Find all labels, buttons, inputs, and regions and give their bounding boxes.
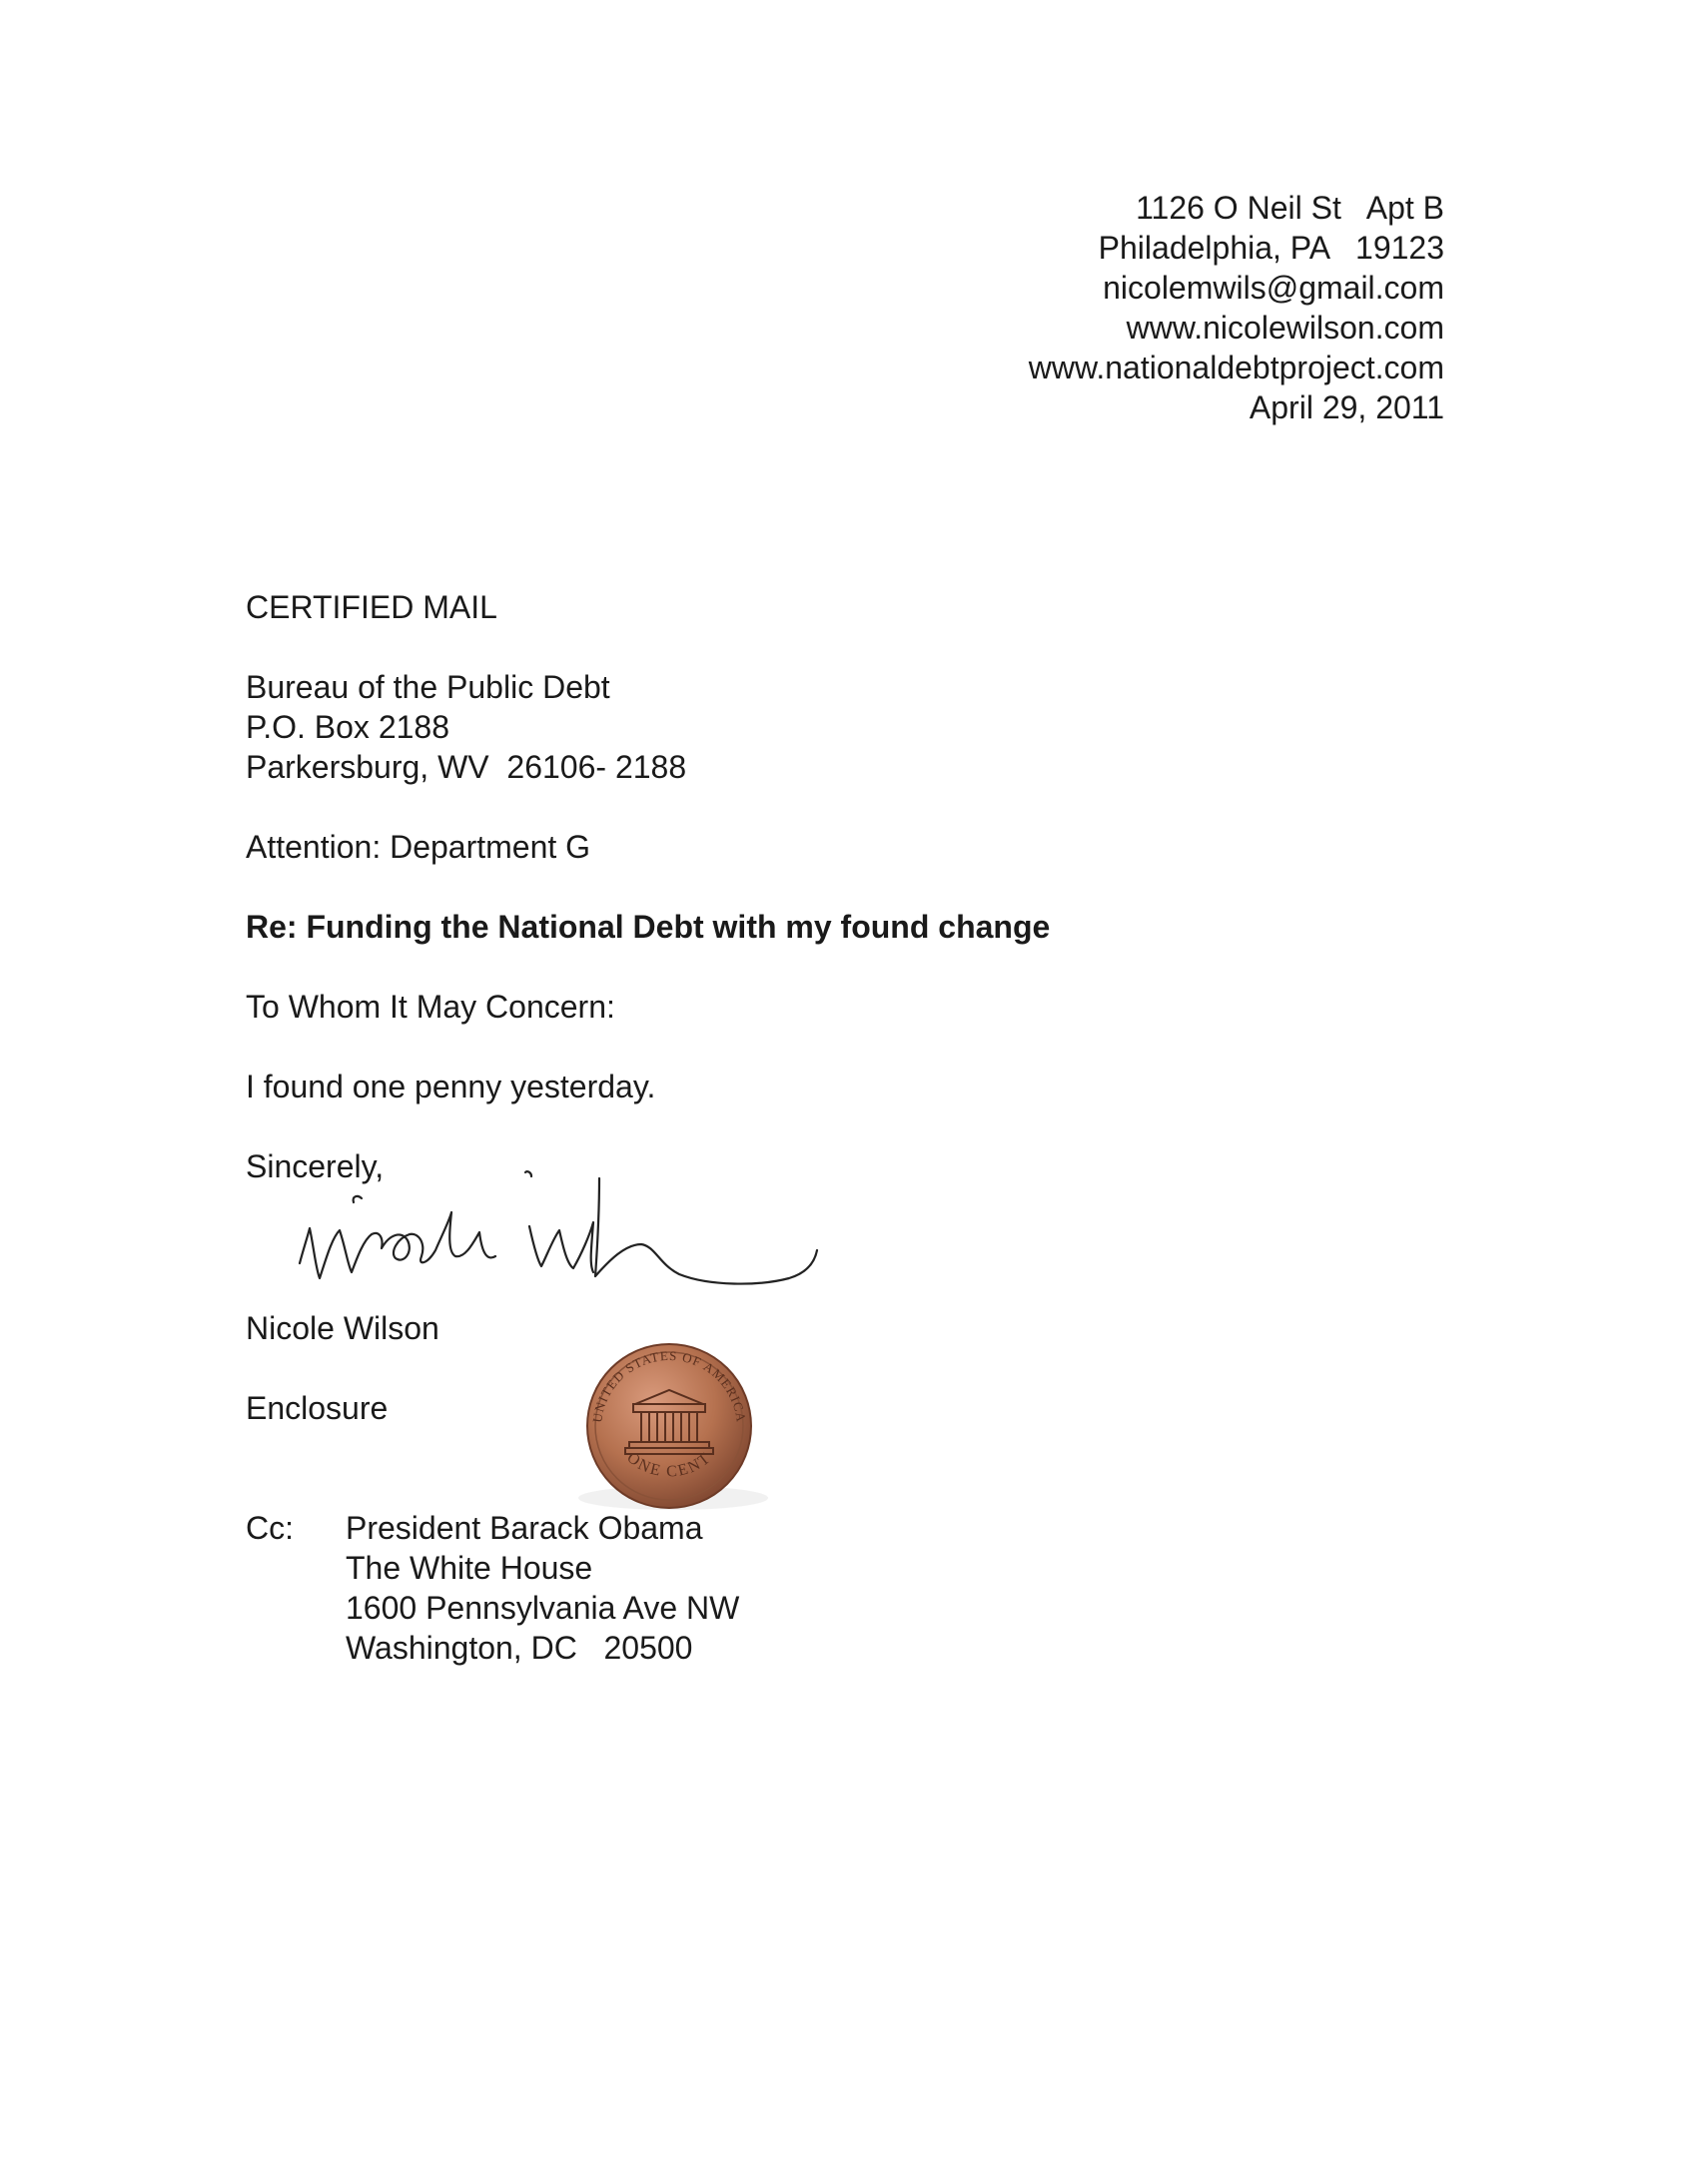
sender-email: nicolemwils@gmail.com — [1103, 270, 1444, 306]
recipient-city: Parkersburg, WV 26106- 2188 — [246, 749, 687, 785]
svg-text:UNITED STATES OF AMERICA: UNITED STATES OF AMERICA — [589, 1347, 749, 1424]
recipient-po-box: P.O. Box 2188 — [246, 709, 449, 745]
penny-coin-image — [569, 1338, 769, 1513]
subject-line: Re: Funding the National Debt with my found change — [246, 909, 1051, 945]
handwritten-signature — [290, 1168, 849, 1318]
svg-text:ONE CENT: ONE CENT — [623, 1449, 715, 1481]
cc-city: Washington, DC 20500 — [346, 1630, 693, 1666]
cc-org: The White House — [346, 1550, 593, 1586]
sender-city: Philadelphia, PA 19123 — [1098, 230, 1444, 266]
closing: Sincerely, — [246, 1148, 385, 1184]
sender-address-block — [1029, 188, 1444, 427]
enclosure-note: Enclosure — [246, 1390, 389, 1426]
salutation: To Whom It May Concern: — [246, 989, 615, 1025]
cc-name: President Barack Obama — [346, 1510, 703, 1546]
recipient-name: Bureau of the Public Debt — [246, 669, 610, 705]
sender-street: 1126 O Neil St Apt B — [1136, 190, 1444, 226]
recipient-address-block — [246, 667, 686, 787]
sender-project-website: www.nationaldebtproject.com — [1028, 350, 1444, 385]
letter-body: I found one penny yesterday. — [246, 1069, 656, 1104]
sender-website: www.nicolewilson.com — [1126, 310, 1444, 346]
cc-address-block — [346, 1508, 739, 1668]
attention-line: Attention: Department G — [246, 829, 591, 865]
cc-label: Cc: — [246, 1510, 294, 1546]
signer-name: Nicole Wilson — [246, 1310, 439, 1346]
letter-date: April 29, 2011 — [1249, 389, 1444, 425]
delivery-method: CERTIFIED MAIL — [246, 589, 497, 625]
cc-street: 1600 Pennsylvania Ave NW — [346, 1590, 740, 1626]
